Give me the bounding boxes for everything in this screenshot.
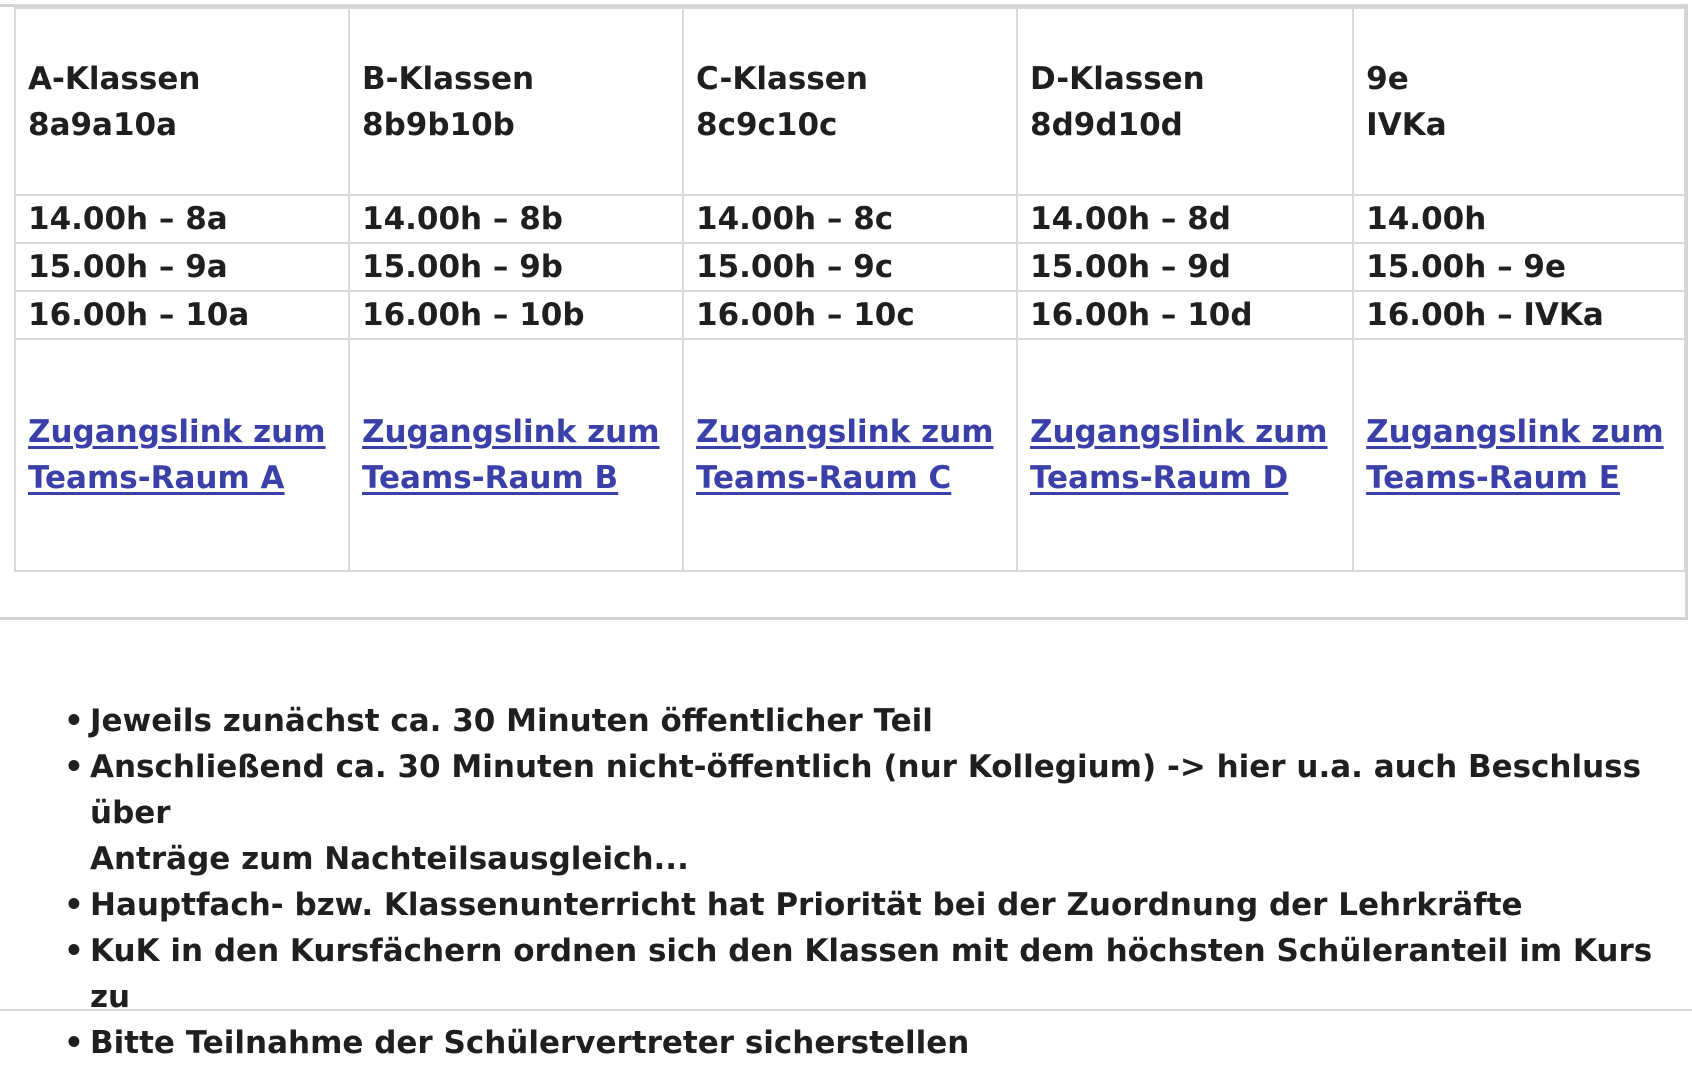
link-cell-c	[683, 339, 1017, 571]
bullet-icon: •	[64, 887, 84, 923]
header-cell-c	[683, 8, 1017, 195]
group-classes: 8a9a10a	[28, 106, 178, 143]
link-line[interactable]: Zugangslink zum	[28, 414, 326, 450]
time-cell: 15.00h – 9a	[15, 243, 349, 291]
time-cell: 15.00h – 9b	[349, 243, 683, 291]
link-line[interactable]: Zugangslink zum	[696, 414, 994, 450]
group-title: C-Klassen	[696, 60, 868, 97]
group-classes: IVKa	[1366, 106, 1447, 143]
link-cell-e	[1353, 339, 1685, 571]
header-cell-d	[1017, 8, 1353, 195]
group-title: D-Klassen	[1030, 60, 1205, 97]
list-item	[64, 928, 1670, 1020]
link-row	[15, 339, 1685, 571]
header-cell-a	[15, 8, 349, 195]
time-cell: 16.00h – 10b	[349, 291, 683, 339]
bullet-icon: •	[64, 749, 84, 785]
time-cell: 14.00h – 8c	[683, 195, 1017, 243]
time-cell: 14.00h – 8b	[349, 195, 683, 243]
class-schedule-table	[14, 7, 1686, 572]
time-cell: 15.00h – 9c	[683, 243, 1017, 291]
link-line[interactable]: Zugangslink zum	[1366, 414, 1664, 450]
group-title: A-Klassen	[28, 60, 201, 97]
link-line[interactable]: Teams-Raum D	[1030, 460, 1289, 496]
time-cell: 16.00h – 10a	[15, 291, 349, 339]
group-title: B-Klassen	[362, 60, 535, 97]
note-text: Jeweils zunächst ca. 30 Minuten öffentlicher Teil	[90, 703, 933, 739]
note-text: Anschließend ca. 30 Minuten nicht-öffentlich (nur Kollegium) -> hier u.a. auch Beschluss über	[90, 749, 1642, 831]
time-row-1500	[15, 243, 1685, 291]
list-item	[64, 698, 1670, 744]
list-item	[64, 744, 1670, 882]
note-text-continued: Anträge zum Nachteilsausgleich...	[90, 841, 689, 877]
teams-room-b-link[interactable]	[362, 409, 682, 501]
time-cell: 14.00h	[1353, 195, 1685, 243]
divider	[0, 1009, 1692, 1011]
link-line[interactable]: Zugangslink zum	[362, 414, 660, 450]
link-cell-b	[349, 339, 683, 571]
teams-room-a-link[interactable]	[28, 409, 348, 501]
header-row	[15, 8, 1685, 195]
link-line[interactable]: Teams-Raum C	[696, 460, 952, 496]
bullet-icon: •	[64, 703, 84, 739]
time-cell: 15.00h – 9d	[1017, 243, 1353, 291]
link-cell-d	[1017, 339, 1353, 571]
group-title: 9e	[1366, 60, 1409, 97]
link-line[interactable]: Teams-Raum B	[362, 460, 619, 496]
teams-room-d-link[interactable]	[1030, 409, 1352, 501]
link-line[interactable]: Zugangslink zum	[1030, 414, 1328, 450]
group-classes: 8c9c10c	[696, 106, 838, 143]
time-row-1400	[15, 195, 1685, 243]
note-text: KuK in den Kursfächern ordnen sich den Klassen mit dem höchsten Schüleranteil im Kurs zu	[90, 933, 1653, 1015]
list-item	[64, 882, 1670, 928]
group-classes: 8d9d10d	[1030, 106, 1183, 143]
bullet-icon: •	[64, 1025, 84, 1061]
header-cell-b	[349, 8, 683, 195]
note-text: Bitte Teilnahme der Schülervertreter sicherstellen	[90, 1025, 970, 1061]
time-cell: 14.00h – 8a	[15, 195, 349, 243]
time-row-1600	[15, 291, 1685, 339]
time-cell: 14.00h – 8d	[1017, 195, 1353, 243]
bullet-icon: •	[64, 933, 84, 969]
header-cell-e	[1353, 8, 1685, 195]
group-classes: 8b9b10b	[362, 106, 515, 143]
time-cell: 15.00h – 9e	[1353, 243, 1685, 291]
note-text: Hauptfach- bzw. Klassenunterricht hat Priorität bei der Zuordnung der Lehrkräfte	[90, 887, 1523, 923]
list-item	[64, 1020, 1670, 1066]
time-cell: 16.00h – 10c	[683, 291, 1017, 339]
link-cell-a	[15, 339, 349, 571]
teams-room-e-link[interactable]	[1366, 409, 1684, 501]
teams-room-c-link[interactable]	[696, 409, 1016, 501]
time-cell: 16.00h – 10d	[1017, 291, 1353, 339]
link-line[interactable]: Teams-Raum A	[28, 460, 285, 496]
link-line[interactable]: Teams-Raum E	[1366, 460, 1620, 496]
time-cell: 16.00h – IVKa	[1353, 291, 1685, 339]
